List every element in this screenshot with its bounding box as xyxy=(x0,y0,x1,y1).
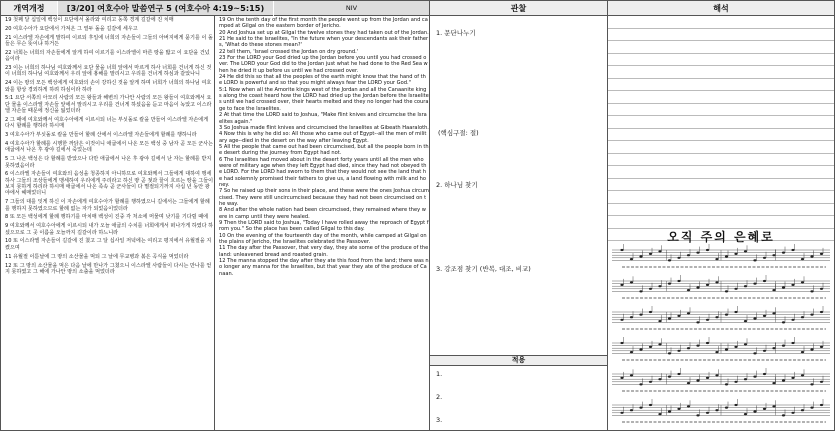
note-head xyxy=(744,250,747,252)
note-head xyxy=(696,252,699,254)
verse: 3 So Joshua made flint knives and circumcised the Israelites at Gibeath Haaraloth. xyxy=(219,124,429,131)
note-head xyxy=(801,351,804,353)
note-head xyxy=(706,319,709,321)
note-head xyxy=(649,404,652,406)
header-title-label: [3/20] 여호수아 말씀연구 5 (여호수아 4:19~5:15) xyxy=(66,2,265,13)
note-head xyxy=(801,316,804,318)
note-head xyxy=(763,257,766,259)
note-head xyxy=(772,382,775,384)
note-head xyxy=(810,383,813,385)
writing-line[interactable] xyxy=(608,104,834,117)
application-item-1: 1. xyxy=(436,370,443,378)
staff xyxy=(612,368,830,391)
writing-lines xyxy=(608,16,834,241)
note-head xyxy=(753,410,756,412)
note-head xyxy=(744,413,747,415)
staff xyxy=(612,337,830,360)
note-head xyxy=(668,410,671,412)
writing-line[interactable] xyxy=(608,54,834,67)
note-head xyxy=(715,351,718,353)
verse: 22 너희는 너희의 자손들에게 알게 하여 이르기를 이스라엘이 마른 땅을 밟고 이 요단을 건넜음이라 xyxy=(5,49,210,63)
note-head xyxy=(810,314,813,316)
note-head xyxy=(620,249,623,251)
verse: 22 tell them, 'Israel crossed the Jordan on dry ground.' xyxy=(219,48,359,55)
note-head xyxy=(668,352,671,354)
note-head xyxy=(677,257,680,259)
verse: 20 And Joshua set up at Gilgal the twelve stones they had taken out of the Jordan. xyxy=(219,29,429,36)
verse: 19 첫째 달 십일에 백성이 요단에서 올라와 여리고 동쪽 경계 길갈에 진 치매 xyxy=(5,17,174,23)
note-head xyxy=(734,311,737,313)
application-item-2: 2. xyxy=(436,393,443,401)
note-head xyxy=(668,376,671,378)
note-head xyxy=(791,284,794,286)
note-head xyxy=(820,288,823,290)
note-head xyxy=(725,348,728,350)
note-head xyxy=(772,405,775,407)
writing-line[interactable] xyxy=(608,91,834,104)
note-head xyxy=(639,348,642,350)
note-head xyxy=(639,290,642,292)
note-head xyxy=(706,377,709,379)
application-header: 적용 xyxy=(430,355,607,366)
writing-line[interactable] xyxy=(608,16,834,29)
note-head xyxy=(753,376,756,378)
note-head xyxy=(820,253,823,255)
verse: 10 또 이스라엘 자손들이 길갈에 진 쳤고 그 달 십사일 저녁에는 여리고 평지에서 유월절을 지켰으며 xyxy=(5,238,212,251)
note-head xyxy=(820,404,823,406)
note-head xyxy=(630,351,633,353)
note-head xyxy=(763,315,766,317)
note-head xyxy=(696,286,699,288)
note-head xyxy=(763,350,766,352)
note-head xyxy=(791,342,794,344)
note-head xyxy=(744,378,747,380)
writing-line[interactable] xyxy=(608,179,834,192)
observation-column xyxy=(430,16,607,430)
note-head xyxy=(658,320,661,322)
note-head xyxy=(820,346,823,348)
writing-line[interactable] xyxy=(608,116,834,129)
verse: 24 He did this so that all the peoples of the earth might know that the hand of the LORD is powerful and so that you might always fear the LORD your God." xyxy=(219,74,426,87)
verse: 11 The day after the Passover, that very day, they ate some of the produce of the land: unleavened bread and roasted grain. xyxy=(219,245,429,258)
note-head xyxy=(715,281,718,283)
note-head xyxy=(810,290,813,292)
note-head xyxy=(753,352,756,354)
note-head xyxy=(696,379,699,381)
note-head xyxy=(791,249,794,251)
verse: 19 On the tenth day of the first month the people went up from the Jordan and camped at Gilgal on the eastern border of Jericho. xyxy=(219,17,428,30)
writing-line[interactable] xyxy=(608,66,834,79)
note-head xyxy=(687,405,690,407)
note-head xyxy=(687,347,690,349)
note-head xyxy=(715,409,718,411)
note-head xyxy=(744,343,747,345)
note-head xyxy=(639,383,642,385)
note-head xyxy=(801,409,804,411)
interpretation-column xyxy=(608,16,834,430)
note-head xyxy=(658,413,661,415)
note-head xyxy=(706,412,709,414)
observation-item-3: 3. 강조점 찾기 (반복, 대조, 비교) xyxy=(436,265,531,273)
note-head xyxy=(725,407,728,409)
note-head xyxy=(753,283,756,285)
verse: 12 또 그 땅의 소산물을 먹은 다음 날에 만나가 그쳤으니 이스라엘 사람들이 다시는 만나를 얻지 못하였고 그 해에 가나안 땅의 소출을 먹었더라 xyxy=(5,262,212,275)
verse: 2 그 때에 여호와께서 여호수아에게 이르시되 너는 부싯돌로 칼을 만들어 이스라엘 자손에게 다시 할례를 행하라 하시매 xyxy=(5,116,209,130)
note-head xyxy=(725,383,728,385)
note-head xyxy=(734,253,737,255)
note-head xyxy=(753,259,756,261)
header-observation-label: 관찰 xyxy=(510,3,527,13)
note-head xyxy=(696,321,699,323)
header-left xyxy=(1,1,57,16)
note-head xyxy=(801,374,804,376)
verse: 5:1 Now when all the Amorite kings west of the Jordan and all the Canaanite kings along the coast heard how the LORD had dried up the Jordan before the Israelites until we had crossed over, their hearts melted and they no longer had the courage to face the Israelites. xyxy=(219,86,429,112)
note-head xyxy=(677,350,680,352)
verse: 8 또 모든 백성에게 할례 행하기를 마치매 백성이 진중 각 처소에 머물며 낫기를 기다릴 때에 xyxy=(5,214,209,221)
note-head xyxy=(715,374,718,376)
note-head xyxy=(791,377,794,379)
writing-line[interactable] xyxy=(608,29,834,42)
note-head xyxy=(668,283,671,285)
music-staves xyxy=(608,242,834,430)
note-head xyxy=(658,378,661,380)
note-head xyxy=(715,316,718,318)
note-head xyxy=(725,255,728,257)
verse: 21 이스라엘 자손에게 말하여 이르되 후일에 너희의 자손들이 그들의 아버지에게 묻기를 이 돌들은 무슨 뜻이냐 하거든 xyxy=(5,34,213,48)
header-niv xyxy=(274,1,429,16)
note-head xyxy=(734,346,737,348)
note-head xyxy=(734,404,737,406)
note-head xyxy=(782,379,785,381)
sheet-music xyxy=(608,228,834,430)
writing-line[interactable] xyxy=(608,41,834,54)
note-head xyxy=(620,412,623,414)
note-head xyxy=(620,342,623,344)
header-title xyxy=(58,1,273,16)
note-head xyxy=(620,377,623,379)
note-head xyxy=(639,255,642,257)
note-head xyxy=(810,407,813,409)
note-head xyxy=(658,285,661,287)
note-head xyxy=(772,312,775,314)
verse: 20 여호수아가 요단에서 가져온 그 열두 돌을 길갈에 세우고 xyxy=(5,25,138,32)
note-head xyxy=(706,284,709,286)
header-interpretation-label: 해석 xyxy=(713,3,729,13)
header-interpretation xyxy=(608,1,834,16)
note-head xyxy=(668,317,671,319)
note-head xyxy=(687,312,690,314)
observation-item-1: 1. 문단나누기 xyxy=(436,29,476,37)
verse: 7 그들의 대를 잇게 하신 이 자손에게 여호수아가 할례를 행하였으니 길에서는 그들에게 할례를 행하지 못하였으므로 할례 없는 자가 되었음이었더라 xyxy=(5,199,210,212)
note-head xyxy=(772,347,775,349)
note-head xyxy=(791,412,794,414)
note-head xyxy=(744,320,747,322)
writing-line[interactable] xyxy=(608,79,834,92)
note-head xyxy=(782,286,785,288)
staff xyxy=(612,244,830,267)
note-head xyxy=(801,258,804,260)
verse: 5:1 요단 서쪽의 아모리 사람의 모든 왕들과 해변의 가나안 사람의 모든 왕들이 여호와께서 요단 물을 이스라엘 자손들 앞에서 말리시고 우리를 건너게 하셨음을 듣고 마음이 녹았고 이스라엘 자손들 때문에 정신을 잃었더라 xyxy=(5,95,212,115)
verse: 9 Then the LORD said to Joshua, "Today I have rolled away the reproach of Egypt from you." So the place has been called Gilgal to this day. xyxy=(219,220,429,233)
note-head xyxy=(810,255,813,257)
note-head xyxy=(649,311,652,313)
staff xyxy=(612,306,830,329)
writing-line[interactable] xyxy=(608,129,834,142)
note-head xyxy=(696,414,699,416)
verse: 21 He said to the Israelites, "In the future when your descendants ask their fathers, 'What do these stones mean?' xyxy=(219,36,429,49)
note-head xyxy=(687,254,690,256)
note-head xyxy=(696,345,699,347)
note-head xyxy=(668,259,671,261)
verse: 3 여호수아가 부싯돌로 칼을 만들어 할례 산에서 이스라엘 자손들에게 할례를 행하니라 xyxy=(5,132,197,139)
writing-line[interactable] xyxy=(608,141,834,154)
note-head xyxy=(687,382,690,384)
writing-line[interactable] xyxy=(608,204,834,217)
writing-line[interactable] xyxy=(608,166,834,179)
note-head xyxy=(772,289,775,291)
note-head xyxy=(677,315,680,317)
note-head xyxy=(658,343,661,345)
verse: 6 이스라엘 자손들이 여호와의 음성을 청종하지 아니하므로 여호와께서 그들에게 대하여 맹세하사 그들의 조상들에게 맹세하여 우리에게 주리라고 하신 땅 곧 젖과 꿀이 흐르는 땅을 그들이 보지 못하게 하리라 하시매 애굽에서 나온 족속 곧 군사들이 다 멸절되기까지 사십 년 동안 광야에서 헤매었더니 xyxy=(5,171,214,197)
note-head xyxy=(753,317,756,319)
verse: 5 All the people that came out had been circumcised, but all the people born in the desert during the journey from Egypt had not. xyxy=(219,143,429,157)
note-head xyxy=(639,407,642,409)
note-head xyxy=(725,314,728,316)
verse: 10 On the evening of the fourteenth day of the month, while camped at Gilgal on the plains of Jericho, the Israelites celebrated the Passover. xyxy=(219,232,427,246)
verse: 11 유월절 이튿날에 그 땅의 소산물을 먹되 그 날에 무교병과 볶은 곡식을 먹었더라 xyxy=(5,253,189,260)
verse: 9 여호와께서 여호수아에게 이르시되 내가 오늘 애굽의 수치를 너희에게서 떠나가게 하였다 하셨으므로 그 곳 이름을 오늘까지 길갈이라 하느니라 xyxy=(5,223,214,236)
note-head xyxy=(782,252,785,254)
note-head xyxy=(639,314,642,316)
note-head xyxy=(706,342,709,344)
writing-line[interactable] xyxy=(608,154,834,167)
korean-text-column xyxy=(1,16,216,430)
note-head xyxy=(620,284,623,286)
note-head xyxy=(630,409,633,411)
verse: 6 The Israelites had moved about in the desert forty years until all the men who were of military age when they left Egypt had died, since they had not obeyed the LORD. For the LORD had sworn to them that they would not see the land that he had solemnly promised their fathers to give us, a land flowing with milk and honey. xyxy=(219,156,427,188)
verse: 7 So he raised up their sons in their place, and these were the ones Joshua circumcised. They were still uncircumcised because they had not been circumcised on the way. xyxy=(219,188,430,207)
verse: 2 At that time the LORD said to Joshua, "Make flint knives and circumcise the Israelites again." xyxy=(219,112,427,125)
note-head xyxy=(630,374,633,376)
note-head xyxy=(763,373,766,375)
note-head xyxy=(810,348,813,350)
note-head xyxy=(782,345,785,347)
note-head xyxy=(649,253,652,255)
verse: 24 이는 땅의 모든 백성에게 여호와의 손이 강하신 것을 알게 하며 너희가 너희의 하나님 여호와를 항상 경외하게 하려 하심이라 하라 xyxy=(5,80,212,93)
observation-item-2: 2. 하나님 찾기 xyxy=(436,181,478,189)
application-item-3: 3. xyxy=(436,416,443,424)
note-head xyxy=(725,290,728,292)
note-head xyxy=(687,289,690,291)
note-head xyxy=(772,254,775,256)
note-head xyxy=(801,281,804,283)
note-head xyxy=(649,288,652,290)
note-head xyxy=(791,319,794,321)
header-observation xyxy=(430,1,607,16)
note-head xyxy=(658,250,661,252)
verse: 12 The manna stopped the day after they ate this food from the land; there was no longer any manna for the Israelites, but that year they ate of the produce of Canaan. xyxy=(219,258,429,277)
note-head xyxy=(763,408,766,410)
note-head xyxy=(630,258,633,260)
note-head xyxy=(734,381,737,383)
verse: 23 For the LORD your God dried up the Jordan before you until you had crossed over. The LORD your God did to the Jordan just what he had done to the Red Sea when he dried it up before us until we had crossed over. xyxy=(219,55,428,74)
verse: 5 그 나온 백성은 다 할례를 받았으나 다만 애굽에서 나온 후 광야 길에서 난 자는 할례를 받지 못하였음이라 xyxy=(5,156,212,169)
note-head xyxy=(649,381,652,383)
english-text-column xyxy=(215,16,431,430)
note-head xyxy=(744,285,747,287)
note-head xyxy=(677,408,680,410)
verse: 8 And after the whole nation had been circumcised, they remained where they were in camp until they were healed. xyxy=(219,207,426,220)
writing-line[interactable] xyxy=(608,191,834,204)
note-head xyxy=(620,319,623,321)
verse: 23 이는 너희의 하나님 여호와께서 요단 물을 너희 앞에서 마르게 하사 너희를 건너게 하신 것이 너희의 하나님 여호와께서 우리 앞에 홍해를 말리시고 우리를 건너게 하심과 같았나니 xyxy=(5,65,212,78)
note-head xyxy=(782,321,785,323)
staff xyxy=(612,399,830,422)
keyword-verse-label: (핵심구절: 절) xyxy=(438,129,479,137)
staff xyxy=(612,275,830,298)
verse: 4 Now this is why he did so: All those who came out of Egypt--all the men of military age--died in the desert on the way after leaving Egypt. xyxy=(219,131,427,144)
writing-line[interactable] xyxy=(608,216,834,229)
note-head xyxy=(820,381,823,383)
note-head xyxy=(763,280,766,282)
note-head xyxy=(715,258,718,260)
header-left-label: 개역개정 xyxy=(13,3,45,13)
song-title: 오직 주의 은혜로 xyxy=(667,230,775,244)
header-niv-label: NIV xyxy=(345,4,358,12)
verse: 4 여호수아가 할례를 시행한 까닭은 이것이니 애굽에서 나온 모든 백성 중 남자 곧 모든 군사는 애굽에서 나온 후 광야 길에서 죽었는데 xyxy=(5,141,213,154)
note-head xyxy=(630,281,633,283)
note-head xyxy=(734,288,737,290)
note-head xyxy=(677,280,680,282)
note-head xyxy=(630,316,633,318)
note-head xyxy=(677,373,680,375)
note-head xyxy=(649,346,652,348)
note-head xyxy=(782,414,785,416)
note-head xyxy=(820,311,823,313)
note-head xyxy=(706,249,709,251)
